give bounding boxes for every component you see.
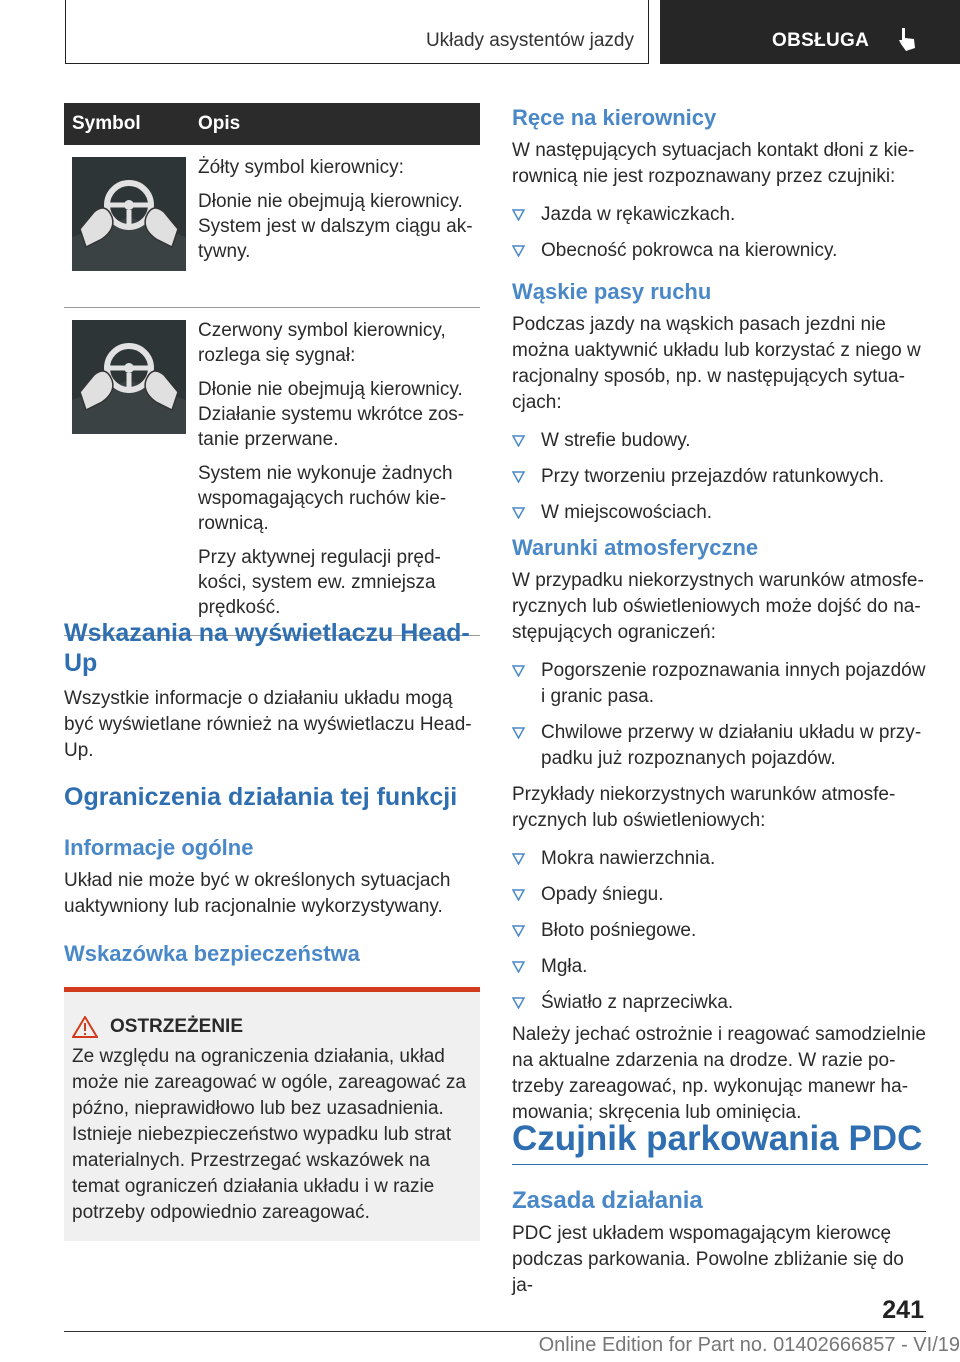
limits-section — [64, 782, 480, 968]
triangle-bullet-icon — [512, 889, 525, 901]
list-item: Obecność pokrowca na kierownicy. — [512, 238, 928, 264]
table-row — [64, 145, 480, 308]
warning-label: OSTRZEŻENIE — [110, 1016, 244, 1037]
list-item: Przy tworzeniu przejazdów ratunkowych. — [512, 464, 928, 490]
list-item: Chwilowe przerwy w działaniu układu w przypadku już rozpoznanych pojazdów. — [512, 720, 928, 772]
weather-examples-text: Przykłady niekorzystnych warunków atmosferycznych lub oświetleniowych: — [512, 784, 896, 831]
warning-text: Ze względu na ograniczenia działania, układ może nie zareagować w ogóle, zareagować za późno, nieprawidłowo lub bez uzasadnienia. Istnieje niebezpieczeństwo wypadku lub strat materialnych. Przestrzegać wskazówek na temat ograniczeń działania układu i w razie potrzeby odpowiednio zareagować. — [72, 1046, 466, 1223]
table-header-desc: Opis — [190, 103, 480, 145]
table-row — [64, 308, 480, 636]
symbol-table-wrap — [64, 103, 480, 636]
pdc-section — [512, 1118, 928, 1299]
hands-list — [512, 202, 928, 264]
hud-title: Wskazania na wyświetlaczu Head-Up — [64, 619, 470, 677]
lanes-list — [512, 428, 928, 526]
lanes-section — [512, 278, 928, 532]
list-item: Mgła. — [512, 954, 928, 980]
triangle-bullet-icon — [512, 507, 525, 519]
hands-section — [512, 104, 928, 270]
lanes-title: Wąskie pasy ruchu — [512, 279, 712, 304]
edition-text: Online Edition for Part no. 01402666857 - VI/19 — [538, 1334, 960, 1356]
weather-title: Warunki atmosferyczne — [512, 535, 759, 560]
weather-closing-text: Należy jechać ostrożnie i reagować samodzielnie na aktualne zdarzenia na drodze. W razie potrzeby zareagować, np. wykonując manewr hamowania; skręcenia lub ominięcia. — [512, 1024, 926, 1123]
hud-text: Wszystkie informacje o działaniu układu mogą być wyświetlane również na wyświetlaczu Head-Up. — [64, 688, 472, 761]
triangle-bullet-icon — [512, 435, 525, 447]
hands-text: W następujących sytuacjach kontakt dłoni z kierownicą nie jest rozpoznawany przez czujniki: — [512, 140, 915, 187]
weather-examples-list — [512, 846, 928, 1016]
row1-line1: Żółty symbol kierownicy: — [198, 157, 404, 178]
row2-line2: Dłonie nie obejmują kierownicy. Działanie systemu wkrótce zostanie przerwane. — [198, 379, 465, 450]
yellow-steering-wheel-hands-icon — [72, 157, 186, 271]
triangle-bullet-icon — [512, 245, 525, 257]
section-tab-label: OBSŁUGA — [772, 30, 870, 51]
table-header-symbol: Symbol — [64, 103, 190, 145]
weather-list — [512, 658, 928, 772]
triangle-bullet-icon — [512, 665, 525, 677]
row2-line4: Przy aktywnej regulacji prędkości, system ew. zmniejsza prędkość. — [198, 547, 441, 618]
hands-title: Ręce na kierownicy — [512, 105, 717, 130]
row2-line3: System nie wykonuje żadnych wspomagających ruchów kierownicą. — [198, 463, 453, 534]
weather-section — [512, 534, 928, 1126]
lanes-text: Podczas jazdy na wąskich pasach jezdni nie można uaktywnić układu lub korzystać z niego w racjonalny sposób, np. w następujących sytuacjach: — [512, 314, 921, 413]
header-frame — [65, 0, 649, 64]
weather-text: W przypadku niekorzystnych warunków atmosferycznych lub oświetleniowych może dojść do następujących ograniczeń: — [512, 570, 924, 643]
list-item: Mokra nawierzchnia. — [512, 846, 928, 872]
pdc-title: Czujnik parkowania PDC — [512, 1118, 928, 1165]
triangle-bullet-icon — [512, 925, 525, 937]
list-item: W strefie budowy. — [512, 428, 928, 454]
list-item: W miejscowościach. — [512, 500, 928, 526]
footer-divider — [64, 1331, 926, 1332]
safety-title: Wskazówka bezpieczeństwa — [64, 941, 360, 966]
row1-line2: Dłonie nie obejmują kierownicy. System jest w dalszym ciągu aktywny. — [198, 191, 473, 262]
triangle-bullet-icon — [512, 209, 525, 221]
triangle-bullet-icon — [512, 961, 525, 973]
list-item: Pogorszenie rozpoznawania innych pojazdów i granic pasa. — [512, 658, 928, 710]
symbol-table — [64, 103, 480, 636]
limits-title: Ograniczenia działania tej funkcji — [64, 783, 458, 811]
chapter-title: Układy asystentów jazdy — [425, 30, 634, 51]
principle-text: PDC jest układem wspomagającym kierowcę podczas parkowania. Powolne zbliżanie się do ja- — [512, 1223, 904, 1296]
principle-title: Zasada działania — [512, 1187, 703, 1214]
red-steering-wheel-hands-icon — [72, 320, 186, 434]
list-item: Błoto pośniegowe. — [512, 918, 928, 944]
list-item: Opady śniegu. — [512, 882, 928, 908]
hud-section — [64, 618, 480, 764]
triangle-bullet-icon — [512, 727, 525, 739]
general-text: Układ nie może być w określonych sytuacjach uaktywniony lub racjonalnie wykorzystywany. — [64, 870, 451, 917]
hand-pointer-icon — [896, 26, 918, 52]
list-item: Światło z naprzeciwka. — [512, 990, 928, 1016]
list-item: Jazda w rękawiczkach. — [512, 202, 928, 228]
warning-triangle-icon — [72, 1016, 98, 1038]
section-tab[interactable] — [660, 0, 960, 64]
triangle-bullet-icon — [512, 997, 525, 1009]
warning-box — [64, 987, 480, 1241]
page-number: 241 — [882, 1296, 924, 1324]
row2-line1: Czerwony symbol kierownicy, rozlega się sygnał: — [198, 320, 446, 366]
triangle-bullet-icon — [512, 471, 525, 483]
triangle-bullet-icon — [512, 853, 525, 865]
general-title: Informacje ogólne — [64, 835, 254, 860]
